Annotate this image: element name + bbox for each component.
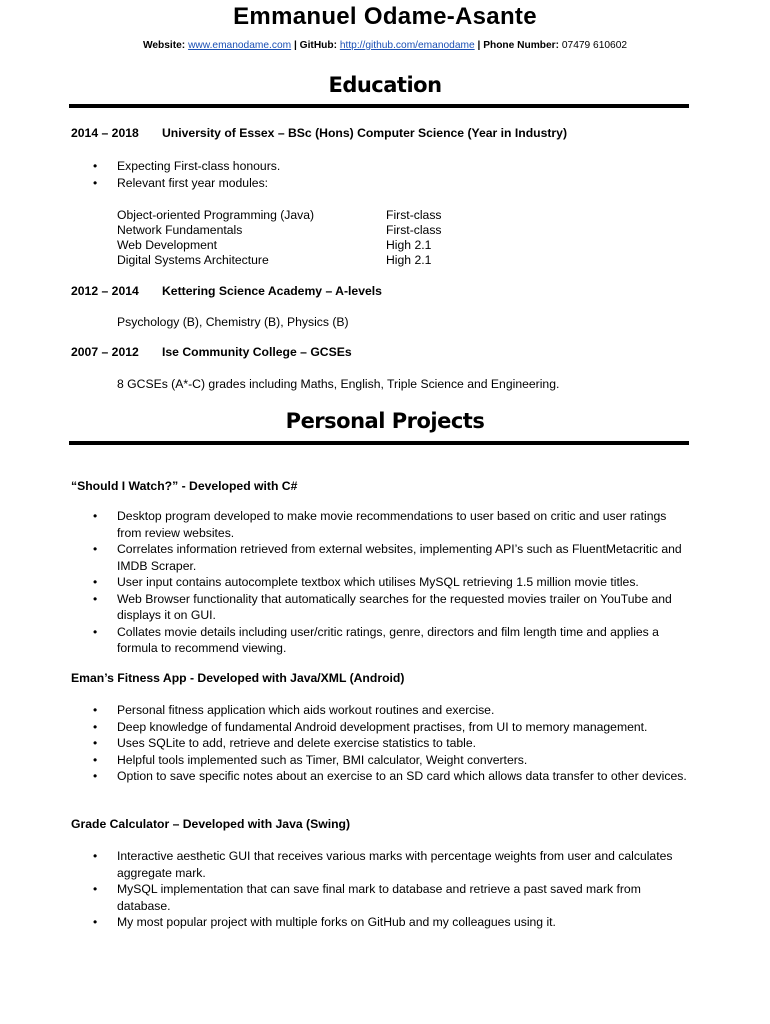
- education-years: 2007 – 2012: [71, 345, 139, 359]
- projects-title: Personal Projects: [285, 409, 485, 433]
- module-row: [117, 208, 477, 223]
- list-item: • Relevant first year modules:: [93, 175, 269, 190]
- phone-label: Phone Number:: [483, 40, 560, 51]
- bullet-icon: •: [93, 719, 98, 734]
- module-row: [117, 223, 477, 238]
- education-divider: [69, 104, 689, 108]
- education-years: 2012 – 2014: [71, 284, 139, 298]
- list-item: • Option to save specific notes about an exercise to an SD card which allows data transfer to other devices.: [93, 769, 687, 783]
- list-item: • Interactive aesthetic GUI that receives various marks with percentage weights from user and calculates aggregate mark.: [93, 849, 673, 880]
- education-entry-heading: [71, 284, 382, 298]
- project-heading: Eman’s Fitness App - Developed with Java/XML (Android): [71, 671, 405, 685]
- bullet-icon: •: [93, 736, 98, 750]
- list-item: • User input contains autocomplete textbox which utilises MySQL retrieving 1.5 million movie titles.: [93, 575, 639, 589]
- list-item: • Uses SQLite to add, retrieve and delete exercise statistics to table.: [93, 736, 477, 750]
- education-title: Education: [328, 73, 442, 97]
- project-bullets: [90, 848, 690, 931]
- bullet-icon: •: [93, 769, 98, 783]
- project-heading: Grade Calculator – Developed with Java (Swing): [71, 817, 351, 831]
- education-detail: 8 GCSEs (A*-C) grades including Maths, English, Triple Science and Engineering.: [117, 377, 560, 391]
- resume-name: Emmanuel Odame-Asante: [233, 3, 537, 30]
- bullet-icon: •: [93, 175, 98, 190]
- website-link[interactable]: www.emanodame.com: [188, 40, 292, 51]
- bullet-icon: •: [93, 624, 98, 639]
- list-item: • Correlates information retrieved from external websites, implementing API’s such as FluentMetacritic and IMDB Scraper.: [93, 542, 682, 573]
- bullet-icon: •: [93, 542, 98, 556]
- modules-table: [117, 208, 477, 268]
- phone-number: 07479 610602: [561, 40, 628, 51]
- module-grade: High 2.1: [386, 253, 432, 267]
- bullet-icon: •: [93, 591, 98, 606]
- bullet-icon: •: [93, 849, 98, 863]
- module-name: Digital Systems Architecture: [117, 253, 269, 267]
- contact-line: [0, 40, 770, 51]
- module-row: [117, 253, 477, 268]
- project-bullets: [90, 702, 690, 785]
- github-label: GitHub:: [299, 40, 338, 51]
- list-item: • Collates movie details including user/critic ratings, genre, directors and film length time and applies a formula to recommend viewing.: [93, 624, 659, 655]
- list-item: • Deep knowledge of fundamental Android development practises, from UI to memory management.: [93, 719, 648, 734]
- list-item: • Helpful tools implemented such as Timer, BMI calculator, Weight converters.: [93, 752, 528, 767]
- separator: |: [477, 40, 481, 51]
- list-item: • My most popular project with multiple forks on GitHub and my colleagues using it.: [93, 915, 556, 929]
- module-name: Web Development: [117, 238, 218, 252]
- project-bullets: [90, 508, 690, 657]
- bullet-icon: •: [93, 752, 98, 767]
- education-years: 2014 – 2018: [71, 126, 139, 140]
- list-item: • MySQL implementation that can save final mark to database and retrieve a past saved mark from database.: [93, 882, 641, 913]
- projects-divider: [69, 441, 689, 445]
- bullet-icon: •: [93, 703, 98, 717]
- bullet-icon: •: [93, 915, 98, 929]
- bullet-icon: •: [93, 575, 98, 589]
- module-row: [117, 238, 477, 253]
- education-institution: Kettering Science Academy – A-levels: [162, 284, 382, 298]
- education-entry-heading: [71, 126, 567, 140]
- module-grade: High 2.1: [386, 238, 432, 252]
- bullet-icon: •: [93, 882, 98, 896]
- list-item: • Personal fitness application which aids workout routines and exercise.: [93, 703, 495, 717]
- github-link[interactable]: http://github.com/emanodame: [339, 40, 475, 51]
- list-item: • Web Browser functionality that automatically searches for the requested movies trailer on YouTube and displays it on GUI.: [93, 591, 672, 622]
- module-name: Object-oriented Programming (Java): [117, 208, 315, 222]
- list-item: • Expecting First-class honours.: [93, 159, 281, 173]
- education-bullets: [90, 158, 690, 191]
- separator: |: [293, 40, 297, 51]
- education-detail: Psychology (B), Chemistry (B), Physics (B): [117, 315, 349, 329]
- website-label: Website:: [142, 40, 186, 51]
- bullet-icon: •: [93, 159, 98, 173]
- list-item: • Desktop program developed to make movie recommendations to user based on critic and user ratings from review websites.: [93, 509, 667, 540]
- project-heading: “Should I Watch?” - Developed with C#: [71, 479, 298, 493]
- education-institution: University of Essex – BSc (Hons) Computer Science (Year in Industry): [162, 126, 568, 140]
- module-grade: First-class: [386, 208, 442, 222]
- module-grade: First-class: [386, 223, 442, 237]
- bullet-icon: •: [93, 509, 98, 523]
- module-name: Network Fundamentals: [117, 223, 243, 237]
- education-entry-heading: [71, 345, 352, 359]
- education-institution: Ise Community College – GCSEs: [162, 345, 352, 359]
